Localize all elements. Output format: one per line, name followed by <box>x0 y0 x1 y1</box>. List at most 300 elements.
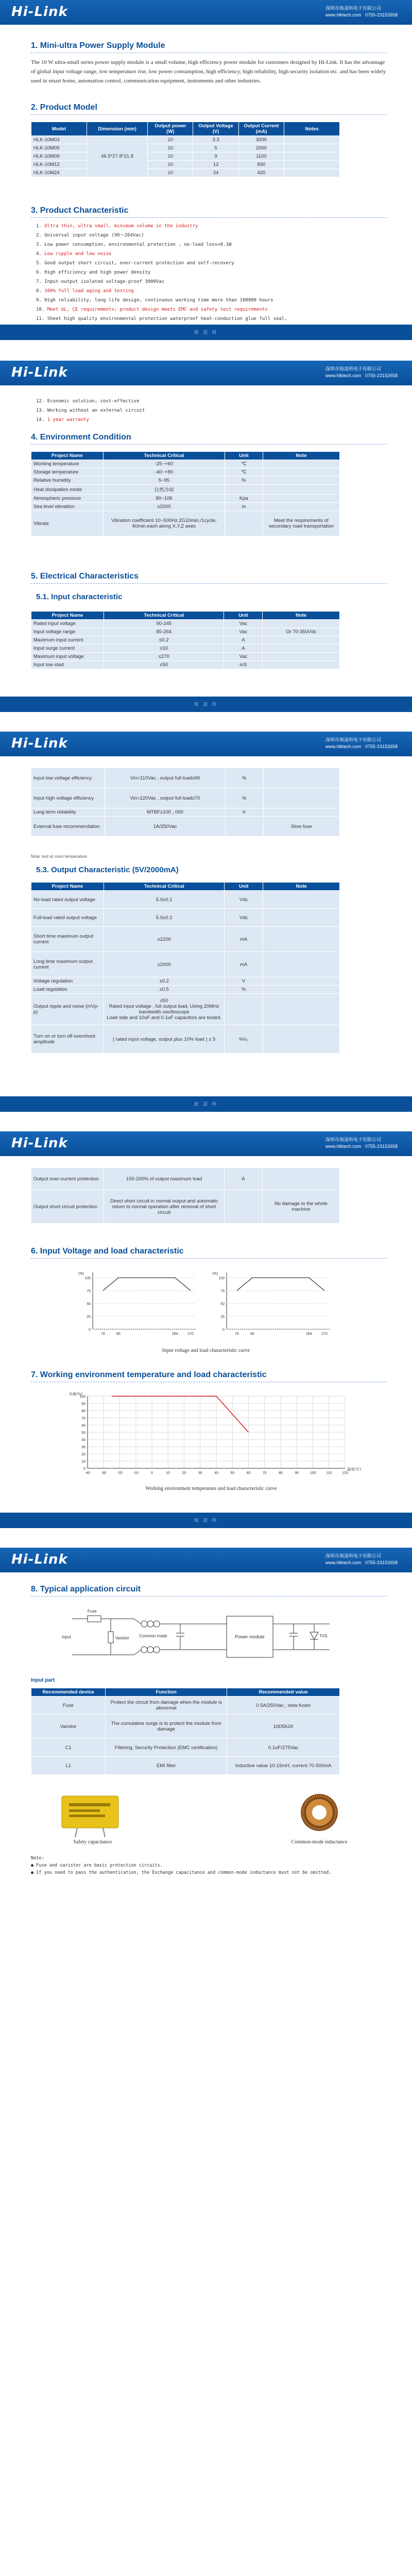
cell: ℃ <box>225 460 263 468</box>
col-header: Output Current (mA) <box>238 122 284 136</box>
page-footer: 海 凌 科 <box>0 1096 412 1112</box>
col-header: Notes <box>284 122 340 136</box>
cell: 5.0±0.2 <box>104 909 225 927</box>
col-header: Model <box>31 122 87 136</box>
cell: Vibration coefficient 10~500Hz,2G10min./1cycle, 60min.each along X,Y,Z axes <box>103 511 225 536</box>
header-banner <box>0 361 412 385</box>
table-row <box>31 620 340 628</box>
cell: Vdc <box>225 891 263 909</box>
dimension-cell: 46.5*27.8*21.8 <box>87 136 147 177</box>
x-tick-label: 0 <box>151 1471 153 1475</box>
intro-paragraph: The 10 W ultra-small series power supply module is a small volume, high efficiency power module for customers designed by Hi-Link. It has the advantage of global input voltage range, low temperature rise, low power consumption, high efficiency, high reliability, high security isolation etc. and has been widely used in smart home, automation control, communication equipment, instruments and other industries. <box>31 59 386 84</box>
x-tick-label: -30 <box>101 1471 107 1475</box>
company-logo: Hi-Link <box>11 736 68 751</box>
cell <box>284 169 340 177</box>
cell: Fuse <box>31 1697 106 1715</box>
cell <box>224 1190 262 1224</box>
table-row <box>31 1190 340 1224</box>
cell: 1100 <box>238 152 284 161</box>
chart-left <box>78 1272 196 1336</box>
company-name: 深圳市海凌科电子有限公司 <box>325 366 381 371</box>
cell: Input surge current <box>31 645 104 653</box>
table-row <box>31 495 340 503</box>
fuse-label: Fuse <box>88 1609 97 1614</box>
feature-item: 3. Low power consumption, environmental protection , no-load loss<0.1W <box>36 242 232 247</box>
cell <box>284 161 340 169</box>
x-tick-label: 270 <box>187 1332 194 1336</box>
image-caption: Common-mode inductance <box>291 1839 348 1845</box>
cell <box>263 1025 340 1054</box>
cell: % <box>225 768 263 788</box>
feature-item: 10. Meet UL, CE requirements; product design meets EMC and safety test requirements <box>36 307 268 312</box>
table-row <box>31 1757 340 1775</box>
cell: Varistor <box>31 1715 106 1739</box>
feature-list-b <box>36 397 145 425</box>
cell: A <box>224 1168 262 1190</box>
cell: 0.5A/250Vac , slow fuses <box>227 1697 340 1715</box>
company-info <box>325 366 398 379</box>
y-tick-label: 100 <box>79 1395 85 1399</box>
cell <box>263 977 340 986</box>
product-model-table <box>31 122 340 177</box>
cell: ±0.5 <box>104 986 225 994</box>
cell: Voltage regulation <box>31 977 104 986</box>
feature-item: 5. Good output short circuit, over-current protection and self-recovery <box>36 261 234 266</box>
ripple-line: Rated input voltage , full output load, Using 20MHz bandwidth oscilloscope <box>109 1004 219 1015</box>
load-series-line <box>112 1396 249 1432</box>
environment-table <box>31 451 340 536</box>
notes-block <box>31 1855 386 1876</box>
cell: Input low voltage efficiency <box>31 768 105 788</box>
cell: Output over-current protection <box>31 1168 104 1190</box>
col-header: Unit <box>225 452 263 460</box>
cell: Or 70-350Vdc <box>263 628 340 636</box>
cell <box>225 817 263 837</box>
cell <box>284 136 340 144</box>
header-banner <box>0 0 412 25</box>
section-title-5: 5. Electrical Characteristics <box>31 572 139 581</box>
cell: 24 <box>193 169 238 177</box>
x-tick-label: 70 <box>262 1471 267 1475</box>
col-header: Dimension (mm) <box>87 122 147 136</box>
chart-caption: Working environment temperature and load characteristic curve <box>145 1486 277 1492</box>
y-tick-label: 100 <box>218 1277 225 1280</box>
section-title-3: 3. Product Characteristic <box>31 206 129 215</box>
company-info <box>325 1553 398 1566</box>
table-row <box>31 477 340 485</box>
cell <box>225 511 263 536</box>
common-mode-inductor-image <box>278 1791 360 1837</box>
cell: ( rated input voltage, output plus 10% load ) ≤ 5 <box>104 1025 225 1054</box>
y-tick-label: 100 <box>84 1277 91 1280</box>
y-tick-label: 80 <box>81 1410 85 1413</box>
cell: HLK-10M12 <box>31 161 87 169</box>
cell: Working temperature <box>31 460 104 468</box>
cell: 5.0±0.1 <box>104 891 225 909</box>
cell: MTBF≥100 , 000 <box>105 808 225 817</box>
section-title-8: 8. Typical application circuit <box>31 1585 141 1594</box>
divider <box>31 217 386 218</box>
cell: Slow fuse <box>263 817 339 837</box>
module-label: Power module <box>235 1634 265 1639</box>
feature-item: 4. Low ripple and low noise <box>36 251 112 257</box>
table-row <box>31 808 340 817</box>
cell: Storage temperature <box>31 468 104 477</box>
company-logo: Hi-Link <box>11 1136 68 1151</box>
cell: ≥2200 <box>104 927 225 952</box>
cell: %V₀ <box>225 1025 263 1054</box>
cell: 80~106 <box>103 495 225 503</box>
cell: A <box>224 636 263 645</box>
cell: 830 <box>238 161 284 169</box>
y-tick-label: 20 <box>81 1453 85 1456</box>
protection-table <box>31 1167 340 1224</box>
input-voltage-chart <box>77 1267 335 1345</box>
x-tick-label: 70 <box>235 1332 239 1336</box>
table-row <box>31 1697 340 1715</box>
temperature-chart <box>67 1391 362 1484</box>
cell: Long term reliability <box>31 808 105 817</box>
company-info <box>325 5 398 19</box>
feature-item: 11. Sheet high quality environmental protection waterproof heat-conduction glue full seal, <box>36 316 287 321</box>
divider <box>31 1258 386 1259</box>
varistor-label: Varistor <box>115 1636 129 1640</box>
cell: Relative humidity <box>31 477 104 485</box>
cell: mS <box>224 661 263 669</box>
cell <box>263 653 340 661</box>
x-tick-label: 10 <box>166 1471 170 1475</box>
section-title-2: 2. Product Model <box>31 103 97 112</box>
feature-list-a <box>36 222 287 333</box>
company-contact: www.hlktech.com 0755-23152658 <box>325 1144 398 1149</box>
col-header: Unit <box>225 883 263 891</box>
cell: Direct short circuit in normal output and automatic return to normal operation after removal of short circuit <box>104 1190 225 1224</box>
y-tick-label: 50 <box>81 1431 85 1435</box>
cell: External fuse recommendation <box>31 817 105 837</box>
divider <box>31 114 386 115</box>
cell: ≤270 <box>104 653 224 661</box>
cell <box>263 477 339 485</box>
chart-caption: Input voltage and load characteristic curve <box>162 1348 250 1353</box>
cell: 3000 <box>238 136 284 144</box>
cell: 10 <box>148 144 193 152</box>
x-tick-label: 90 <box>295 1471 299 1475</box>
table-row <box>31 653 340 661</box>
cell: Output short circuit protection <box>31 1190 104 1224</box>
company-name: 深圳市海凌科电子有限公司 <box>325 737 381 742</box>
cell: -40~+80 <box>103 468 225 477</box>
tvs-label: TVS <box>319 1634 328 1638</box>
cell: % <box>225 986 263 994</box>
table-row <box>31 986 340 994</box>
filter-label: Common mode <box>139 1634 167 1638</box>
col-header: Note <box>263 612 340 620</box>
table-row <box>31 136 340 144</box>
table-row <box>31 661 340 669</box>
cell <box>263 495 339 503</box>
x-tick-label: 120 <box>342 1471 348 1475</box>
cell: HLK-10M03 <box>31 136 87 144</box>
table-row <box>31 994 340 1025</box>
table-row <box>31 927 340 952</box>
x-tick-label: 60 <box>246 1471 251 1475</box>
y-tick-label: 50 <box>220 1302 225 1306</box>
col-header: Project Name <box>31 612 104 620</box>
cell: 9 <box>193 152 238 161</box>
y-tick-label: 75 <box>220 1290 225 1293</box>
x-tick-label: -20 <box>117 1471 123 1475</box>
cell: Kpa <box>225 495 263 503</box>
y-tick-label: 70 <box>81 1417 85 1420</box>
table-row <box>31 1739 340 1757</box>
page-footer: 海 凌 科 <box>0 325 412 340</box>
cell: 90-245 <box>104 620 224 628</box>
cell: ℃ <box>225 468 263 477</box>
company-info <box>325 1137 398 1150</box>
cell: No damage to the whole machine <box>262 1190 339 1224</box>
cell: HLK-10M24 <box>31 169 87 177</box>
cell <box>263 808 339 817</box>
col-header: Project Name <box>31 452 104 460</box>
cell: 12 <box>193 161 238 169</box>
table-row <box>31 952 340 977</box>
cell <box>263 788 339 808</box>
input-label: Input <box>62 1635 71 1639</box>
cell: Vac <box>224 620 263 628</box>
cell: ≤10 <box>104 645 224 653</box>
cell: Protect the circuit from damage when the module is abnormal <box>106 1697 227 1715</box>
feature-item: 14. 1 year warranty <box>36 417 89 422</box>
cell: Input voltage range <box>31 628 104 636</box>
cell: Output ripple and noise (mVp-p) <box>31 994 104 1025</box>
cell: 10 <box>148 161 193 169</box>
cell: 150-200% of output maximum load <box>104 1168 225 1190</box>
divider <box>31 583 386 584</box>
cell <box>104 994 225 1025</box>
cell: C1 <box>31 1739 106 1757</box>
cell: No-load rated output voltage <box>31 891 104 909</box>
cell: % <box>225 477 263 485</box>
cell <box>263 485 339 495</box>
series-line <box>237 1278 324 1291</box>
input-characteristic-table <box>31 611 340 669</box>
input-characteristic-table-cont <box>31 768 340 837</box>
cell: 2000 <box>238 144 284 152</box>
ripple-line: ≤50 <box>160 998 168 1004</box>
header-banner <box>0 1548 412 1572</box>
col-header: Output Voltage (V) <box>193 122 238 136</box>
cell: ≤2000 <box>103 503 225 511</box>
section-title-6: 6. Input Voltage and load characteristic <box>31 1247 184 1256</box>
x-tick-label: 70 <box>101 1332 105 1336</box>
cell: % <box>225 788 263 808</box>
company-logo: Hi-Link <box>11 4 68 20</box>
x-tick-label: 30 <box>198 1471 202 1475</box>
table-row <box>31 152 340 161</box>
col-header: Technical Critical <box>103 452 225 460</box>
cell: Sea level elevation <box>31 503 104 511</box>
cell: Vac <box>224 628 263 636</box>
cell: EMI filter <box>106 1757 227 1775</box>
input-part-label: Input part <box>31 1677 55 1683</box>
cell: Turn on or turn off overshoot amplitude <box>31 1025 104 1054</box>
col-header: Project Name <box>31 883 104 891</box>
company-contact: www.hlktech.com 0755-23152658 <box>325 744 398 749</box>
cell <box>263 460 339 468</box>
table-row <box>31 511 340 536</box>
table-row <box>31 977 340 986</box>
cell: 5~95 <box>103 477 225 485</box>
cell: V <box>225 977 263 986</box>
series-line <box>103 1278 191 1291</box>
cell: -25~+60 <box>103 460 225 468</box>
safety-capacitor-image <box>52 1791 134 1837</box>
company-logo: Hi-Link <box>11 1552 68 1567</box>
x-tick-label: 20 <box>182 1471 186 1475</box>
cell: 自然冷却 <box>103 485 225 495</box>
table-row <box>31 468 340 477</box>
table-row <box>31 144 340 152</box>
cell: 10D561K <box>227 1715 340 1739</box>
cell <box>263 768 339 788</box>
col-header: Function <box>106 1688 227 1697</box>
subsection-title-5-1: 5.1. Input characteristic <box>36 592 123 601</box>
cell <box>263 503 339 511</box>
y-tick-label: 0 <box>83 1467 85 1471</box>
note-item: ● If you need to pass the authentication, the Exchange capacitance and common-mode inductance must not be omitted. <box>31 1870 332 1875</box>
cell <box>284 144 340 152</box>
feature-item: 9. High reliability, long life design, continuous working time more than 100000 hours <box>36 298 273 303</box>
table-row <box>31 817 340 837</box>
y-tick-label: 25 <box>220 1315 225 1319</box>
x-tick-label: 85 <box>250 1332 254 1336</box>
y-tick-label: 0 <box>222 1328 225 1332</box>
cell <box>263 468 339 477</box>
table-row <box>31 628 340 636</box>
x-tick-label: 264 <box>306 1332 312 1336</box>
temperature-chart-plot <box>69 1392 362 1475</box>
cell: Maximum input voltage <box>31 653 104 661</box>
divider <box>31 1596 386 1597</box>
x-tick-label: -10 <box>133 1471 139 1475</box>
x-tick-label: 100 <box>310 1471 316 1475</box>
x-tick-label: 80 <box>279 1471 283 1475</box>
table-row <box>31 909 340 927</box>
cell: 5 <box>193 144 238 152</box>
cell: Filtering, Security Protection (EMC certification) <box>106 1739 227 1757</box>
y-tick-label: 50 <box>87 1302 91 1306</box>
cell <box>225 485 263 495</box>
table-row <box>31 503 340 511</box>
col-header: Technical Critical <box>104 883 225 891</box>
output-characteristic-table <box>31 882 340 1054</box>
feature-item: 2. Universal input voltage (90～264Vac) <box>36 233 144 238</box>
cell <box>263 994 340 1025</box>
company-contact: www.hlktech.com 0755-23152658 <box>325 12 398 18</box>
feature-item: 8. 100% full load aging and testing <box>36 289 134 294</box>
cell: Inductive value 10-15mH, current 70-500mA <box>227 1757 340 1775</box>
cell: Vibrate <box>31 511 104 536</box>
cell: ≤0.2 <box>104 636 224 645</box>
cell: Rated input voltage <box>31 620 104 628</box>
y-tick-label: 60 <box>81 1424 85 1428</box>
cell: 3.3 <box>193 136 238 144</box>
table-row <box>31 169 340 177</box>
y-axis-label: (%) <box>212 1272 218 1276</box>
cell: Heat dissipation mode <box>31 485 104 495</box>
cell: 85-264 <box>104 628 224 636</box>
table-row <box>31 485 340 495</box>
cell: L1 <box>31 1757 106 1775</box>
cell: Long time maximum output current <box>31 952 104 977</box>
cell <box>263 645 340 653</box>
table-row <box>31 1715 340 1739</box>
cell: Maximum input current <box>31 636 104 645</box>
cell: Vin=220Vac , output full load≥70 <box>105 788 225 808</box>
cell <box>284 152 340 161</box>
image-caption: Safety capacitance <box>73 1839 112 1845</box>
table-row <box>31 788 340 808</box>
y-tick-label: 10 <box>81 1460 85 1464</box>
subsection-title-5-3: 5.3. Output Characteristic (5V/2000mA) <box>36 866 179 874</box>
company-name: 深圳市海凌科电子有限公司 <box>325 6 381 11</box>
cell <box>263 927 340 952</box>
cell: Meet the requirements of secondary road transportation <box>263 511 339 536</box>
cell <box>263 891 340 909</box>
x-tick-label: 40 <box>214 1471 218 1475</box>
cell: HLK-10M05 <box>31 144 87 152</box>
page-footer: 海 凌 科 <box>0 697 412 712</box>
recommended-device-table <box>31 1688 340 1775</box>
cell <box>263 909 340 927</box>
cell: Full-load rated output voltage <box>31 909 104 927</box>
cell: 420 <box>238 169 284 177</box>
y-tick-label: 25 <box>87 1315 91 1319</box>
header-banner <box>0 1131 412 1156</box>
chart-right <box>212 1272 330 1336</box>
cell: 10 <box>148 152 193 161</box>
y-tick-label: 30 <box>81 1446 85 1449</box>
cell: 10 <box>148 136 193 144</box>
cell: 1A/250Vac <box>105 817 225 837</box>
cell: ±0.2 <box>104 977 225 986</box>
table-row <box>31 460 340 468</box>
y-tick-label: 40 <box>81 1438 85 1442</box>
cell: Atmospheric pressure <box>31 495 104 503</box>
cell: A <box>224 645 263 653</box>
cell <box>263 661 340 669</box>
col-header: Recommended device <box>31 1688 106 1697</box>
cell: mA <box>225 927 263 952</box>
col-header: Unit <box>224 612 263 620</box>
cell <box>263 620 340 628</box>
table-row <box>31 645 340 653</box>
company-name: 深圳市海凌科电子有限公司 <box>325 1553 381 1558</box>
ripple-line: Load side and 10uF and 0.1uF capacitors are tested. <box>107 1015 222 1021</box>
x-tick-label: 264 <box>172 1332 178 1336</box>
cell <box>263 986 340 994</box>
company-contact: www.hlktech.com 0755-23152658 <box>325 373 398 378</box>
test-note: Note: test at room temperature <box>31 854 87 859</box>
table-row <box>31 1025 340 1054</box>
divider <box>31 444 386 445</box>
feature-item: 12. Economic solution, cost-effective <box>36 399 140 404</box>
cell <box>262 1168 339 1190</box>
header-banner <box>0 732 412 756</box>
y-axis-label: 负载(%) <box>69 1392 83 1396</box>
table-row <box>31 636 340 645</box>
y-tick-label: 75 <box>87 1290 91 1293</box>
